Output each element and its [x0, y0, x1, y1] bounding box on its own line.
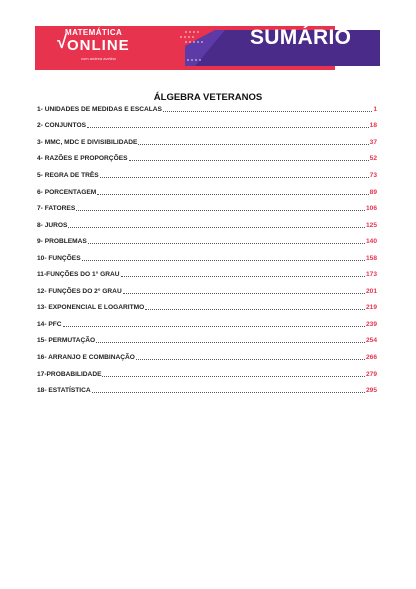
toc-label: 15- PERMUTAÇÃO [37, 337, 96, 345]
toc-label: 13- EXPONENCIAL E LOGARITMO [37, 304, 145, 312]
toc-leader-dots [76, 210, 365, 211]
toc-leader-dots [123, 293, 365, 294]
toc-leader-dots [63, 326, 365, 327]
toc-row[interactable] [37, 316, 377, 333]
toc-leader-dots [88, 243, 365, 244]
toc-page-number: 219 [365, 304, 377, 312]
toc-page-number: 254 [365, 337, 377, 345]
toc-page-number: 173 [365, 271, 377, 279]
toc-row[interactable] [37, 134, 377, 151]
toc-row[interactable] [37, 266, 377, 283]
toc-row[interactable] [37, 184, 377, 201]
toc-leader-dots [82, 260, 365, 261]
toc-row[interactable] [37, 300, 377, 317]
toc-label: 16- ARRANJO E COMBINAÇÃO [37, 353, 135, 361]
sqrt-icon: √ [57, 32, 67, 52]
toc-row[interactable] [37, 101, 377, 118]
toc-row[interactable] [37, 382, 377, 399]
brand-line-1: MATEMÁTICA [65, 28, 123, 37]
toc-leader-dots [121, 276, 365, 277]
toc-page-number: 266 [365, 353, 377, 361]
toc-label: 1- UNIDADES DE MEDIDAS E ESCALAS [37, 105, 162, 113]
toc-page-number: 73 [369, 171, 377, 179]
toc-leader-dots [102, 376, 365, 377]
toc-label: 2- CONJUNTOS [37, 122, 86, 130]
toc-page-number: 295 [365, 387, 377, 395]
page-title: SUMÁRIO [250, 26, 352, 49]
brand-tagline: com andrea avelino [81, 56, 116, 61]
toc-page-number: 158 [365, 254, 377, 262]
toc-label: 3- MMC, MDC E DIVISIBILIDADE [37, 138, 138, 146]
toc-label: 10- FUNÇÕES [37, 254, 81, 262]
toc-row[interactable] [37, 283, 377, 300]
toc-page-number: 125 [365, 221, 377, 229]
toc-row[interactable] [37, 366, 377, 383]
toc-label: 6- PORCENTAGEM [37, 188, 97, 196]
toc-leader-dots [87, 127, 369, 128]
toc-leader-dots [100, 177, 369, 178]
toc-label: 8- JUROS [37, 221, 68, 229]
toc-label: 17-PROBABILIDADE [37, 370, 102, 378]
toc-leader-dots [129, 160, 369, 161]
toc-page-number: 37 [369, 138, 377, 146]
toc-row[interactable] [37, 118, 377, 135]
toc-page-number: 106 [365, 205, 377, 213]
toc-row[interactable] [37, 333, 377, 350]
toc-row[interactable] [37, 167, 377, 184]
toc-leader-dots [145, 309, 365, 310]
toc-row[interactable] [37, 349, 377, 366]
header-banner [35, 22, 380, 70]
toc-label: 11-FUNÇÕES DO 1° GRAU [37, 271, 120, 279]
toc-page-number: 1 [373, 105, 377, 113]
toc-page-number: 239 [365, 320, 377, 328]
toc-leader-dots [92, 392, 365, 393]
toc-row[interactable] [37, 151, 377, 168]
toc-row[interactable] [37, 200, 377, 217]
toc-row[interactable] [37, 217, 377, 234]
toc-label: 7- FATORES [37, 205, 76, 213]
toc-page-number: 201 [365, 287, 377, 295]
toc-label: 18- ESTATÍSTICA [37, 387, 91, 395]
section-title: ÁLGEBRA VETERANOS [153, 92, 263, 103]
brand-logo [55, 28, 165, 66]
brand-line-2: ONLINE [67, 37, 130, 54]
toc-label: 9- PROBLEMAS [37, 238, 87, 246]
toc-label: 5- REGRA DE TRÊS [37, 171, 99, 179]
toc-row[interactable] [37, 250, 377, 267]
toc-page-number: 279 [365, 370, 377, 378]
toc-page-number: 89 [369, 188, 377, 196]
toc-leader-dots [138, 144, 368, 145]
toc-page-number: 52 [369, 155, 377, 163]
toc-leader-dots [136, 359, 365, 360]
toc-label: 14- PFC [37, 320, 62, 328]
toc-leader-dots [96, 342, 365, 343]
toc-leader-dots [68, 227, 365, 228]
toc-leader-dots [97, 194, 368, 195]
toc-leader-dots [163, 111, 372, 112]
toc-row[interactable] [37, 233, 377, 250]
table-of-contents [37, 101, 377, 399]
toc-label: 12- FUNÇÕES DO 2° GRAU [37, 287, 122, 295]
toc-page-number: 18 [369, 122, 377, 130]
toc-page-number: 140 [365, 238, 377, 246]
toc-label: 4- RAZÕES E PROPORÇÕES [37, 155, 128, 163]
